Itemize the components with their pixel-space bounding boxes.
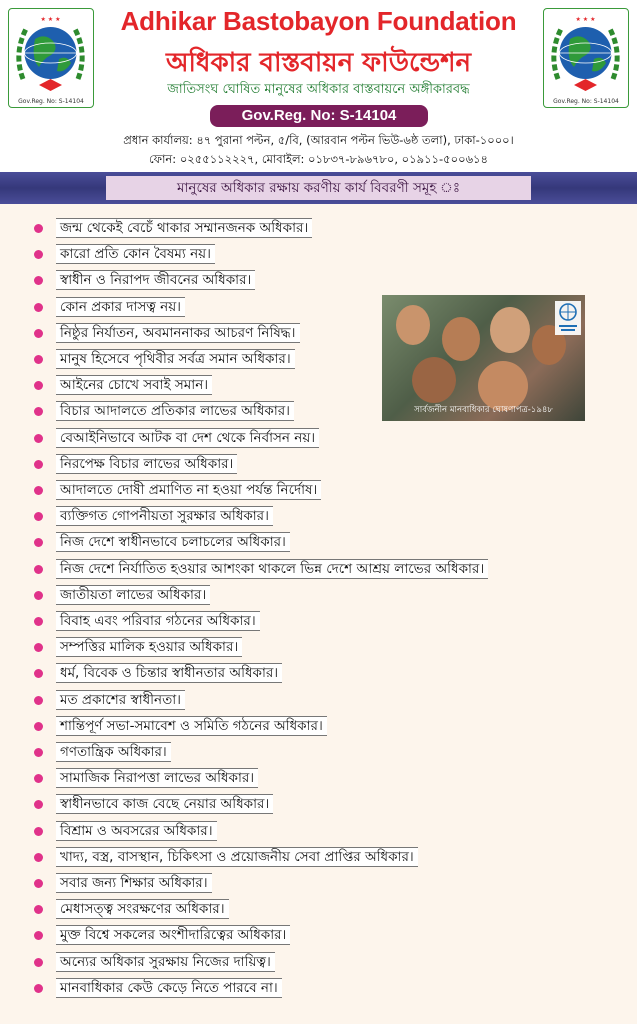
- logo-reg-text: Gov.Reg. No: S-14104: [18, 98, 84, 105]
- right-item-text: শান্তিপূর্ণ সভা-সমাবেশ ও সমিতি গঠনের অধিকার।: [56, 716, 327, 736]
- right-item-text: সম্পত্তির মালিক হওয়ার অধিকার।: [56, 637, 242, 657]
- right-item-text: বিবাহ এবং পরিবার গঠনের অধিকার।: [56, 611, 260, 631]
- bullet-icon: [34, 669, 43, 678]
- bullet-icon: [34, 407, 43, 416]
- header: [0, 0, 637, 172]
- org-name-bengali: অধিকার বাস্তবায়ন ফাউন্ডেশন: [165, 48, 472, 78]
- bullet-icon: [34, 565, 43, 574]
- bullet-icon: [34, 905, 43, 914]
- section-title-bar: [0, 172, 637, 204]
- right-item-text: সবার জন্য শিক্ষার অধিকার।: [56, 873, 212, 893]
- bullet-icon: [34, 827, 43, 836]
- right-item-text: জাতীয়তা লাভের অধিকার।: [56, 585, 210, 605]
- right-item-text: ব্যক্তিগত গোপনীয়তা সুরক্ষার অধিকার।: [56, 506, 273, 526]
- right-item-text: কারো প্রতি কোন বৈষম্য নয়।: [56, 244, 215, 264]
- bullet-icon: [34, 224, 43, 233]
- section-title: মানুষের অধিকার রক্ষায় করণীয় কার্য বিবরণী সমূহ ঃ: [106, 176, 531, 200]
- org-name-english: Adhikar Bastobayon Foundation: [120, 6, 517, 36]
- tagline: জাতিসংঘ ঘোষিত মানুষের অধিকার বাস্তবায়নে অঙ্গীকারবদ্ধ: [167, 82, 470, 97]
- globe-icon: [9, 9, 92, 97]
- right-item-text: ধর্ম, বিবেক ও চিন্তার স্বাধীনতার অধিকার।: [56, 663, 282, 683]
- bullet-icon: [34, 774, 43, 783]
- right-item-text: মত প্রকাশের স্বাধীনতা।: [56, 690, 185, 710]
- bullet-icon: [34, 434, 43, 443]
- children-photo: [382, 295, 585, 421]
- bullet-icon: [34, 591, 43, 600]
- bullet-icon: [34, 381, 43, 390]
- right-item-text: মুক্ত বিশ্বে সকলের অংশীদারিত্বের অধিকার।: [56, 925, 290, 945]
- bullet-icon: [34, 617, 43, 626]
- svg-text:★ ★ ★: ★ ★ ★: [40, 16, 61, 23]
- right-item-text: স্বাধীন ও নিরাপদ জীবনের অধিকার।: [56, 270, 255, 290]
- child-face: [442, 317, 480, 361]
- bullet-icon: [34, 931, 43, 940]
- right-item-text: খাদ্য, বস্ত্র, বাসস্থান, চিকিৎসা ও প্রয়োজনীয় সেবা প্রাপ্তির অধিকার।: [56, 847, 418, 867]
- right-item-text: বিশ্রাম ও অবসরের অধিকার।: [56, 821, 217, 841]
- bullet-icon: [34, 696, 43, 705]
- bullet-icon: [34, 460, 43, 469]
- right-item-text: নিষ্ঠুর নির্যাতন, অবমাননাকর আচরণ নিষিদ্ধ।: [56, 323, 300, 343]
- foundation-logo-left: [8, 8, 94, 108]
- child-face: [412, 357, 456, 403]
- right-item-text: নিজ দেশে নির্যাতিত হওয়ার আশংকা থাকলে ভিন্ন দেশে আশ্রয় লাভের অধিকার।: [56, 559, 488, 579]
- right-item-text: মেধাসত্ত্ব সংরক্ষণের অধিকার।: [56, 899, 229, 919]
- child-face: [490, 307, 530, 353]
- bullet-icon: [34, 512, 43, 521]
- bullet-icon: [34, 276, 43, 285]
- logo-reg-text: Gov.Reg. No: S-14104: [553, 98, 619, 105]
- bullet-icon: [34, 984, 43, 993]
- bullet-icon: [34, 722, 43, 731]
- bullet-icon: [34, 303, 43, 312]
- right-item-text: মানুষ হিসেবে পৃথিবীর সর্বত্র সমান অধিকার।: [56, 349, 295, 369]
- right-item-text: বেআইনিভাবে আটক বা দেশ থেকে নির্বাসন নয়।: [56, 428, 319, 448]
- bullet-icon: [34, 486, 43, 495]
- child-face: [396, 305, 430, 345]
- right-item-text: আদালতে দোষী প্রমাণিত না হওয়া পর্যন্ত নির্দোষ।: [56, 480, 321, 500]
- head-office-address: প্রধান কার্যালয়: ৪৭ পুরানা পল্টন, ৫/বি, (আরবান পল্টন ভিউ-৬ষ্ঠ তলা), ঢাকা-১০০০।: [123, 133, 514, 147]
- svg-text:★ ★ ★: ★ ★ ★: [575, 16, 596, 23]
- bullet-icon: [34, 853, 43, 862]
- bullet-icon: [34, 643, 43, 652]
- foundation-logo-right: [543, 8, 629, 108]
- bullet-icon: [34, 800, 43, 809]
- photo-caption: সার্বজনীন মানবাধিকার ঘোষণাপত্র-১৯৪৮: [414, 405, 553, 415]
- bullet-icon: [34, 329, 43, 338]
- globe-icon: [544, 9, 627, 97]
- right-item-text: নিরপেক্ষ বিচার লাভের অধিকার।: [56, 454, 237, 474]
- right-item-text: আইনের চোখে সবাই সমান।: [56, 375, 212, 395]
- right-item-text: মানবাধিকার কেউ কেড়ে নিতে পারবে না।: [56, 978, 282, 998]
- rights-content: [0, 204, 637, 1024]
- contact-numbers: ফোন: ০২৫৫১১২২২৭, মোবাইল: ০১৮৩৭-৮৯৬৭৮০, ০১৯১১-৫০০৬১৪: [149, 152, 488, 166]
- right-item-text: অন্যের অধিকার সুরক্ষায় নিজের দায়িত্ব।: [56, 952, 275, 972]
- registration-badge: Gov.Reg. No: S-14104: [210, 105, 428, 127]
- bullet-icon: [34, 355, 43, 364]
- bullet-icon: [34, 748, 43, 757]
- bullet-icon: [34, 538, 43, 547]
- right-item-text: নিজ দেশে স্বাধীনভাবে চলাচলের অধিকার।: [56, 532, 290, 552]
- right-item-text: বিচার আদালতে প্রতিকার লাভের অধিকার।: [56, 401, 294, 421]
- right-item-text: গণতান্ত্রিক অধিকার।: [56, 742, 171, 762]
- right-item-text: সামাজিক নিরাপত্তা লাভের অধিকার।: [56, 768, 258, 788]
- bullet-icon: [34, 250, 43, 259]
- right-item-text: স্বাধীনভাবে কাজ বেছে নেয়ার অধিকার।: [56, 794, 273, 814]
- right-item-text: কোন প্রকার দাসত্ব নয়।: [56, 297, 185, 317]
- bullet-icon: [34, 879, 43, 888]
- right-item-text: জন্ম থেকেই বেচেঁ থাকার সম্মানজনক অধিকার।: [56, 218, 312, 238]
- bullet-icon: [34, 958, 43, 967]
- undp-logo-icon: [555, 301, 581, 335]
